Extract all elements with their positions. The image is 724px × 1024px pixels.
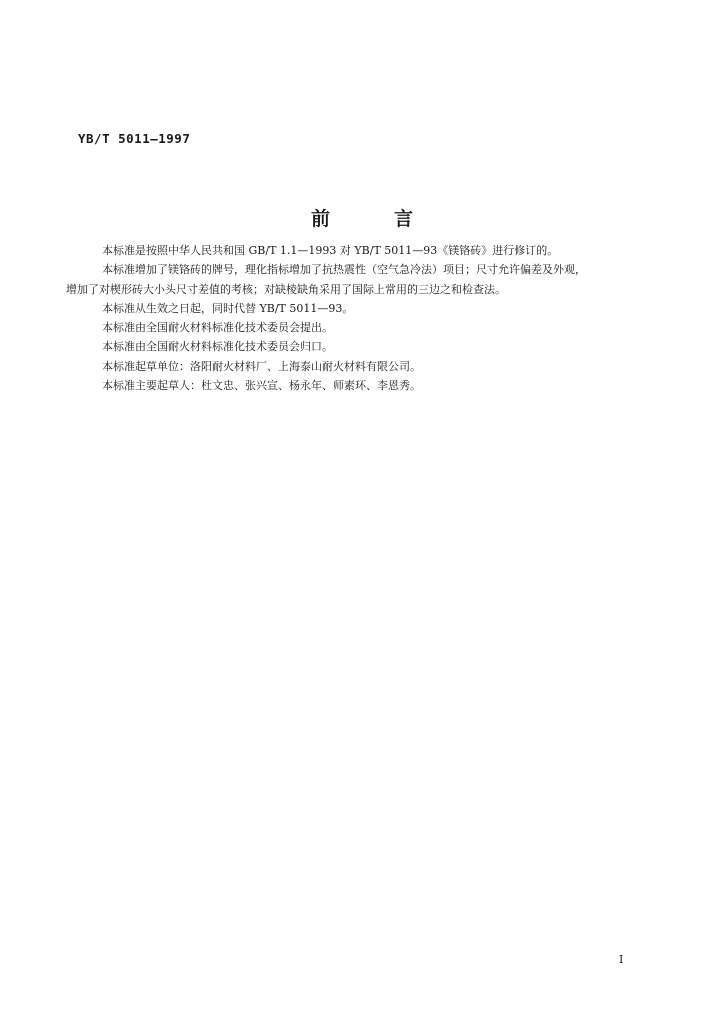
- paragraph-managed-by: 本标准由全国耐火材料标准化技术委员会归口。: [102, 340, 333, 354]
- page-title-char-2: 言: [394, 208, 414, 230]
- standard-code: YB/T 5011—1997: [78, 131, 191, 146]
- page-title-char-1: 前: [310, 208, 330, 230]
- foreword-body: [66, 241, 648, 395]
- paragraph-drafting-units: 本标准起草单位：洛阳耐火材料厂、上海泰山耐火材料有限公司。: [102, 359, 421, 373]
- paragraph-changes: [66, 260, 648, 299]
- paragraph-changes-line-1: 本标准增加了镁铬砖的牌号，理化指标增加了抗热震性（空气急冷法）项目；尺寸允许偏差及外观，: [102, 263, 586, 277]
- paragraph-changes-line-2: 增加了对楔形砖大小头尺寸差值的考核；对缺棱缺角采用了国际上常用的三边之和检查法。: [66, 282, 506, 296]
- paragraph-drafters: 本标准主要起草人：杜文忠、张兴宣、杨永年、师素环、李恩秀。: [102, 379, 421, 393]
- page-number: I: [619, 953, 624, 966]
- page-title: [0, 204, 724, 231]
- paragraph-effective: 本标准从生效之日起，同时代替 YB/T 5011—93。: [102, 301, 354, 315]
- paragraph-proposed-by: 本标准由全国耐火材料标准化技术委员会提出。: [102, 321, 333, 335]
- paragraph-basis: 本标准是按照中华人民共和国 GB/T 1.1—1993 对 YB/T 5011—93《镁铬砖》进行修订的。: [102, 244, 559, 257]
